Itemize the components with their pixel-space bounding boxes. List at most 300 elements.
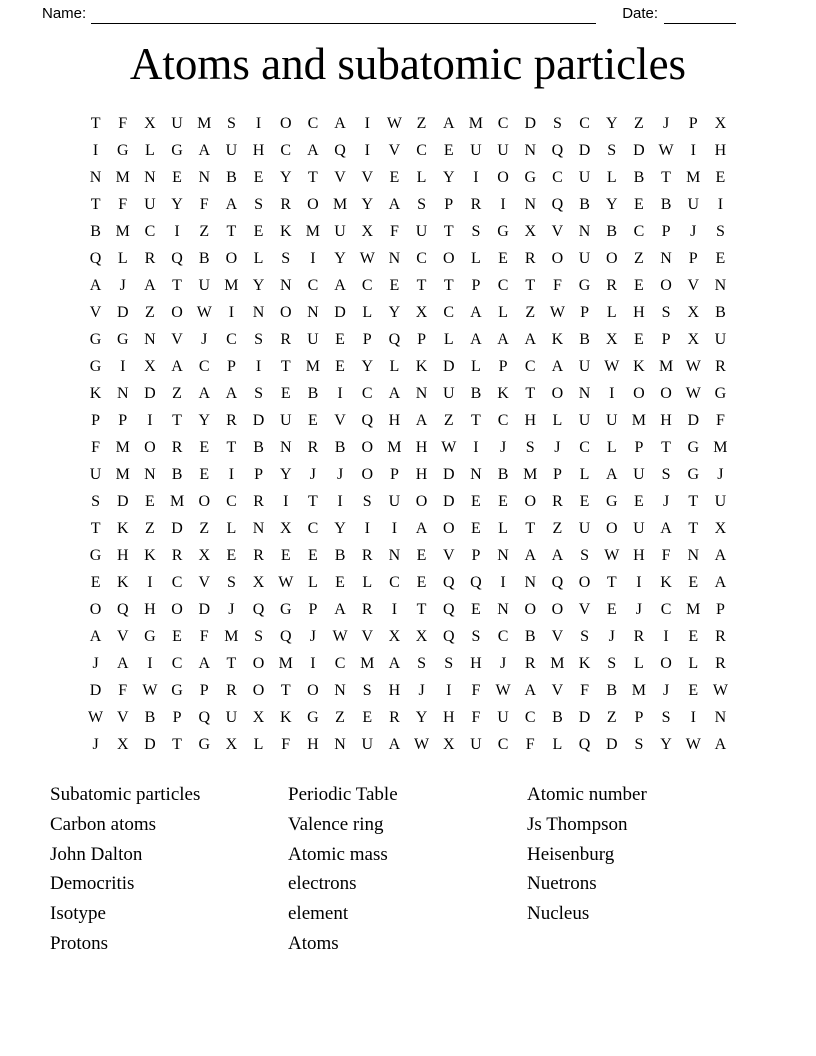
grid-letter: N	[144, 168, 156, 186]
grid-letter: M	[197, 114, 212, 132]
word-list-item: Protons	[50, 932, 109, 954]
grid-letter: A	[225, 195, 238, 213]
grid-letter: E	[715, 249, 726, 267]
grid-letter: V	[551, 222, 564, 240]
grid-letter: S	[281, 249, 291, 267]
grid-letter: G	[687, 438, 700, 456]
grid-letter: N	[660, 249, 672, 267]
grid-letter: C	[416, 141, 427, 159]
grid-letter: T	[90, 195, 101, 213]
grid-letter: L	[552, 735, 563, 753]
grid-letter: F	[199, 627, 209, 645]
grid-letter: T	[280, 681, 291, 699]
grid-letter: R	[253, 492, 264, 510]
grid-letter: E	[308, 546, 318, 564]
grid-letter: N	[144, 465, 156, 483]
grid-letter: Y	[415, 708, 428, 726]
grid-letter: U	[578, 411, 591, 429]
grid-letter: D	[605, 735, 618, 753]
grid-letter: R	[226, 681, 237, 699]
grid-letter: U	[578, 357, 591, 375]
grid-letter: O	[252, 681, 265, 699]
grid-letter: D	[442, 357, 455, 375]
grid-letter: F	[471, 681, 481, 699]
grid-letter: S	[580, 627, 590, 645]
grid-letter: P	[552, 465, 562, 483]
grid-letter: P	[580, 303, 590, 321]
grid-letter: I	[690, 708, 696, 726]
grid-letter: L	[362, 303, 373, 321]
word-list-item: element	[288, 903, 349, 925]
grid-letter: D	[116, 303, 129, 321]
grid-letter: L	[145, 141, 155, 159]
grid-letter: S	[580, 546, 590, 564]
grid-letter: Y	[279, 168, 292, 186]
grid-letter: U	[497, 708, 509, 726]
grid-letter: A	[714, 573, 727, 591]
grid-letter: Y	[279, 465, 292, 483]
grid-letter: D	[144, 384, 156, 402]
grid-letter: X	[144, 114, 156, 132]
grid-letter: E	[389, 276, 400, 294]
grid-letter: I	[364, 141, 370, 159]
grid-letter: E	[688, 573, 699, 591]
grid-letter: D	[687, 411, 700, 429]
grid-letter: D	[116, 492, 129, 510]
grid-letter: D	[198, 600, 211, 618]
grid-letter: A	[171, 357, 183, 375]
grid-letter: U	[171, 114, 183, 132]
grid-letter: D	[144, 735, 156, 753]
grid-letter: T	[280, 357, 291, 375]
grid-letter: I	[500, 573, 506, 591]
grid-letter: V	[388, 141, 401, 159]
grid-letter: P	[688, 114, 698, 132]
grid-letter: T	[172, 411, 182, 429]
grid-letter: P	[661, 330, 671, 348]
grid-letter: X	[361, 222, 374, 240]
grid-letter: I	[283, 492, 289, 510]
grid-letter: S	[471, 627, 481, 645]
grid-letter: M	[631, 411, 647, 429]
grid-letter: V	[551, 627, 564, 645]
grid-letter: U	[578, 168, 591, 186]
grid-letter: M	[169, 492, 185, 510]
grid-letter: T	[471, 411, 481, 429]
grid-letter: I	[147, 654, 153, 672]
grid-letter: J	[201, 330, 208, 348]
grid-letter: X	[198, 546, 211, 564]
grid-letter: N	[714, 708, 727, 726]
grid-letter: Y	[361, 195, 374, 213]
grid-letter: C	[443, 303, 455, 321]
grid-letter: Y	[334, 519, 346, 537]
grid-letter: Y	[660, 735, 672, 753]
grid-letter: B	[334, 438, 346, 456]
grid-letter: T	[661, 438, 671, 456]
grid-letter: U	[497, 141, 509, 159]
grid-letter: O	[551, 600, 564, 618]
grid-letter: U	[144, 195, 156, 213]
grid-letter: E	[90, 573, 101, 591]
grid-letter: D	[252, 411, 265, 429]
grid-letter: L	[688, 654, 699, 672]
grid-letter: Q	[470, 573, 482, 591]
word-list-item: Nucleus	[527, 903, 590, 925]
grid-letter: Z	[443, 411, 454, 429]
grid-letter: D	[442, 492, 455, 510]
grid-letter: T	[90, 114, 101, 132]
grid-letter: I	[174, 222, 180, 240]
grid-letter: I	[120, 357, 126, 375]
grid-letter: H	[144, 600, 156, 618]
grid-letter: K	[497, 384, 509, 402]
grid-letter: K	[116, 519, 129, 537]
grid-letter: A	[334, 276, 346, 294]
grid-letter: K	[279, 222, 292, 240]
grid-letter: Z	[335, 708, 345, 726]
grid-letter: U	[470, 141, 482, 159]
grid-letter: F	[389, 222, 399, 240]
grid-letter: H	[116, 546, 129, 564]
grid-letter: A	[198, 384, 211, 402]
grid-letter: B	[307, 384, 319, 402]
grid-letter: I	[147, 411, 153, 429]
grid-letter: E	[335, 330, 345, 348]
grid-letter: U	[334, 222, 346, 240]
grid-letter: E	[606, 600, 617, 618]
grid-letter: Q	[334, 141, 346, 159]
grid-letter: J	[92, 654, 99, 672]
grid-letter: E	[471, 492, 481, 510]
grid-letter: V	[551, 681, 564, 699]
grid-letter: Q	[551, 195, 564, 213]
grid-letter: W	[712, 681, 728, 699]
grid-letter: E	[308, 411, 318, 429]
grid-letter: E	[471, 519, 481, 537]
grid-letter: C	[497, 276, 509, 294]
grid-letter: L	[443, 330, 454, 348]
grid-letter: E	[253, 222, 264, 240]
grid-letter: K	[551, 330, 564, 348]
date-fill-line	[664, 6, 736, 24]
grid-letter: S	[661, 303, 671, 321]
grid-letter: D	[89, 681, 102, 699]
grid-letter: E	[172, 627, 182, 645]
grid-letter: C	[497, 735, 509, 753]
grid-letter: X	[714, 519, 727, 537]
grid-letter: J	[499, 654, 507, 672]
grid-letter: A	[89, 627, 102, 645]
grid-letter: L	[606, 303, 617, 321]
grid-letter: Q	[578, 735, 591, 753]
grid-letter: N	[198, 168, 211, 186]
grid-letter: T	[525, 276, 536, 294]
grid-letter: B	[470, 384, 482, 402]
grid-letter: S	[715, 222, 725, 240]
grid-letter: O	[171, 303, 183, 321]
grid-letter: T	[172, 276, 182, 294]
grid-letter: V	[334, 411, 346, 429]
grid-letter: I	[663, 627, 669, 645]
grid-letter: O	[497, 168, 509, 186]
grid-letter: R	[307, 438, 319, 456]
grid-letter: B	[579, 195, 590, 213]
grid-letter: O	[89, 600, 102, 618]
grid-letter: Q	[89, 249, 102, 267]
grid-letter: H	[415, 438, 428, 456]
grid-letter: L	[362, 573, 373, 591]
grid-letter: J	[608, 627, 615, 645]
grid-letter: A	[551, 357, 564, 375]
grid-letter: U	[225, 141, 238, 159]
grid-letter: Z	[525, 303, 536, 321]
grid-letter: Q	[279, 627, 292, 645]
grid-letter: Y	[388, 303, 401, 321]
grid-letter: T	[416, 276, 427, 294]
grid-letter: E	[280, 546, 291, 564]
grid-letter: R	[715, 627, 726, 645]
grid-letter: U	[633, 465, 645, 483]
grid-letter: G	[171, 681, 183, 699]
grid-letter: A	[551, 546, 564, 564]
grid-letter: P	[172, 708, 182, 726]
grid-letter: N	[334, 735, 346, 753]
grid-letter: F	[118, 681, 128, 699]
grid-letter: V	[89, 303, 102, 321]
grid-letter: V	[687, 276, 700, 294]
grid-letter: M	[686, 168, 701, 186]
grid-letter: W	[604, 546, 620, 564]
grid-letter: E	[688, 627, 699, 645]
grid-letter: E	[634, 276, 644, 294]
grid-letter: R	[280, 195, 292, 213]
grid-letter: N	[524, 573, 537, 591]
grid-letter: I	[337, 492, 343, 510]
grid-letter: K	[144, 546, 156, 564]
grid-letter: P	[226, 357, 236, 375]
grid-letter: E	[715, 168, 726, 186]
grid-letter: B	[633, 168, 645, 186]
grid-letter: M	[224, 276, 239, 294]
grid-letter: R	[715, 654, 726, 672]
grid-letter: W	[88, 708, 104, 726]
word-list-item: Atoms	[288, 932, 339, 954]
grid-letter: V	[361, 168, 374, 186]
grid-letter: I	[690, 141, 696, 159]
grid-letter: K	[660, 573, 672, 591]
grid-letter: U	[361, 735, 374, 753]
grid-letter: E	[498, 249, 508, 267]
grid-letter: H	[388, 411, 401, 429]
grid-letter: U	[225, 708, 238, 726]
grid-letter: J	[228, 600, 235, 618]
grid-letter: A	[714, 735, 727, 753]
grid-letter: F	[525, 735, 535, 753]
grid-letter: N	[279, 276, 292, 294]
grid-letter: K	[116, 573, 129, 591]
grid-letter: P	[498, 357, 508, 375]
grid-letter: B	[579, 330, 590, 348]
grid-letter: P	[417, 330, 427, 348]
grid-letter: N	[252, 303, 265, 321]
grid-letter: O	[660, 654, 672, 672]
grid-letter: P	[444, 195, 454, 213]
grid-letter: A	[415, 411, 428, 429]
grid-letter: C	[198, 357, 210, 375]
grid-letter: H	[660, 411, 672, 429]
grid-letter: G	[578, 276, 591, 294]
grid-letter: Q	[442, 600, 455, 618]
grid-letter: P	[688, 249, 698, 267]
grid-letter: E	[416, 573, 427, 591]
grid-letter: X	[388, 627, 401, 645]
word-list-item: electrons	[288, 873, 357, 895]
grid-letter: B	[660, 195, 672, 213]
grid-letter: P	[362, 330, 372, 348]
grid-letter: E	[335, 357, 345, 375]
grid-letter: M	[115, 438, 130, 456]
grid-letter: Q	[388, 330, 401, 348]
grid-letter: S	[226, 114, 236, 132]
grid-letter: W	[658, 141, 674, 159]
grid-letter: T	[688, 519, 699, 537]
grid-letter: G	[89, 330, 102, 348]
grid-letter: S	[471, 222, 481, 240]
grid-letter: X	[714, 114, 727, 132]
grid-letter: T	[226, 654, 237, 672]
grid-letter: B	[334, 546, 346, 564]
grid-letter: W	[685, 384, 701, 402]
grid-letter: T	[443, 222, 454, 240]
word-list-item: Subatomic particles	[50, 784, 201, 805]
grid-letter: F	[118, 114, 128, 132]
grid-letter: G	[524, 168, 537, 186]
grid-letter: M	[468, 114, 484, 132]
grid-letter: C	[307, 114, 319, 132]
grid-letter: H	[252, 141, 265, 159]
grid-letter: W	[685, 735, 701, 753]
grid-letter: Q	[551, 573, 564, 591]
grid-letter: R	[389, 708, 400, 726]
word-list-item: Heisenburg	[527, 843, 615, 865]
grid-letter: I	[228, 303, 235, 321]
grid-letter: M	[658, 357, 674, 375]
grid-letter: G	[171, 141, 183, 159]
grid-letter: P	[91, 411, 101, 429]
grid-letter: L	[606, 168, 617, 186]
grid-letter: F	[281, 735, 291, 753]
grid-letter: I	[391, 519, 398, 537]
grid-letter: C	[334, 654, 346, 672]
grid-letter: U	[633, 519, 645, 537]
grid-letter: O	[307, 195, 319, 213]
grid-letter: N	[497, 546, 509, 564]
grid-letter: I	[364, 114, 370, 132]
grid-letter: A	[524, 330, 537, 348]
grid-letter: S	[226, 573, 236, 591]
grid-letter: O	[605, 519, 618, 537]
grid-letter: O	[361, 465, 374, 483]
grid-letter: J	[662, 681, 670, 699]
grid-letter: X	[415, 627, 428, 645]
grid-letter: K	[415, 357, 428, 375]
grid-letter: T	[606, 573, 617, 591]
grid-letter: N	[116, 384, 129, 402]
grid-letter: E	[145, 492, 155, 510]
grid-letter: S	[525, 438, 535, 456]
grid-letter: B	[552, 708, 563, 726]
name-label: Name:	[42, 5, 87, 22]
grid-letter: C	[524, 357, 536, 375]
grid-letter: O	[252, 654, 265, 672]
grid-letter: T	[226, 222, 237, 240]
grid-letter: O	[660, 384, 672, 402]
grid-letter: M	[387, 438, 402, 456]
grid-letter: X	[687, 330, 700, 348]
grid-letter: H	[633, 546, 645, 564]
grid-letter: W	[495, 681, 511, 699]
grid-letter: U	[442, 384, 455, 402]
grid-letter: R	[171, 546, 183, 564]
grid-letter: V	[578, 600, 591, 618]
grid-letter: S	[254, 627, 264, 645]
word-list-item: Nuetrons	[527, 873, 597, 895]
grid-letter: Z	[172, 384, 182, 402]
grid-letter: B	[715, 303, 726, 321]
grid-letter: U	[578, 519, 591, 537]
grid-letter: A	[442, 114, 455, 132]
grid-letter: S	[607, 654, 617, 672]
grid-letter: B	[171, 465, 183, 483]
grid-letter: B	[524, 627, 536, 645]
grid-letter: H	[524, 411, 537, 429]
grid-letter: I	[255, 357, 262, 375]
grid-letter: V	[171, 330, 183, 348]
grid-letter: Q	[171, 249, 183, 267]
grid-letter: L	[253, 735, 264, 753]
grid-letter: G	[89, 357, 102, 375]
grid-letter: E	[579, 492, 590, 510]
grid-letter: B	[226, 168, 237, 186]
grid-letter: C	[171, 654, 183, 672]
word-list-item: Js Thompson	[527, 813, 628, 835]
grid-letter: N	[497, 600, 509, 618]
grid-letter: A	[198, 654, 211, 672]
grid-letter: F	[661, 546, 671, 564]
grid-letter: A	[225, 384, 238, 402]
grid-letter: S	[362, 492, 372, 510]
grid-letter: X	[252, 573, 265, 591]
grid-letter: R	[361, 600, 373, 618]
grid-letter: E	[634, 330, 644, 348]
grid-letter: L	[416, 168, 427, 186]
grid-letter: M	[631, 681, 647, 699]
grid-letter: S	[91, 492, 101, 510]
grid-letter: J	[690, 222, 697, 240]
grid-letter: N	[252, 519, 265, 537]
grid-letter: V	[442, 546, 455, 564]
grid-letter: P	[634, 438, 644, 456]
grid-letter: U	[307, 330, 319, 348]
grid-letter: X	[225, 735, 238, 753]
grid-letter: Q	[116, 600, 129, 618]
grid-letter: A	[470, 330, 482, 348]
grid-letter: T	[525, 519, 536, 537]
grid-letter: M	[523, 465, 538, 483]
grid-letter: Z	[199, 519, 210, 537]
grid-letter: T	[226, 438, 237, 456]
